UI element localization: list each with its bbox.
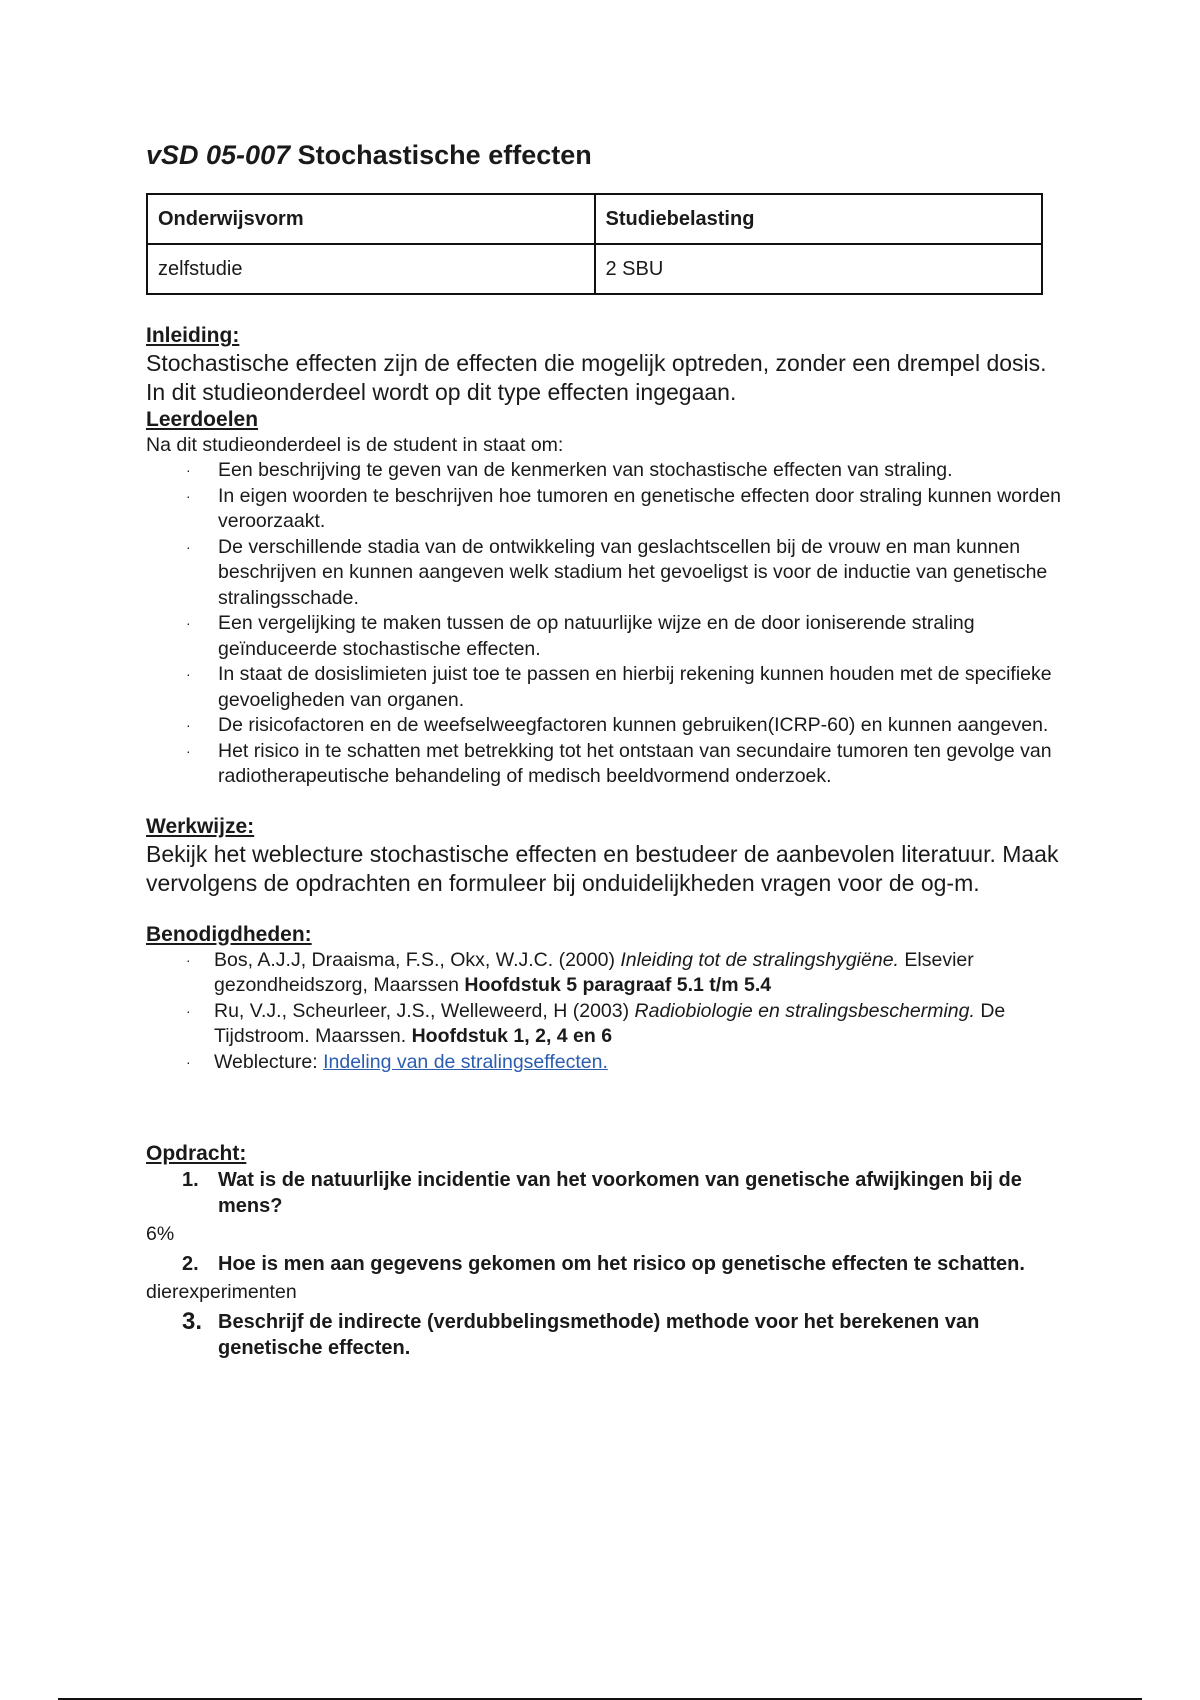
bullet-icon: · <box>186 951 191 968</box>
werkwijze-text: Bekijk het weblecture stochastische effecten en bestudeer de aanbevolen literatuur. Maak vervolgens de opdrachten en formuleer bij onduidelijkheden vragen voor de og-m. <box>146 840 1059 896</box>
bullet-icon: · <box>186 487 191 504</box>
list-item: · De verschillende stadia van de ontwikkeling van geslachtscellen bij de vrouw en man kunnen beschrijven en kunnen aangeven welk stadium het gevoeligst is voor de inductie van genetische stralingsschade. <box>186 535 1048 609</box>
leerdoelen-intro: Na dit studieonderdeel is de student in staat om: <box>146 434 564 456</box>
weblecture-link[interactable]: Indeling van de stralingseffecten. <box>323 1050 608 1073</box>
info-table <box>146 193 1043 295</box>
list-item: · In staat de dosislimieten juist toe te passen en hierbij rekening kunnen houden met de specifieke gevoeligheden van organen. <box>186 663 1052 711</box>
list-item: · Het risico in te schatten met betrekking tot het ontstaan van secundaire tumoren ten gevolge van radiotherapeutische behandeling of medisch beeldvormend onderzoek. <box>186 739 1052 787</box>
question-list <box>146 1251 1066 1277</box>
question-item: 1. Wat is de natuurlijke incidentie van het voorkomen van genetische afwijkingen bij de mens? <box>182 1169 1022 1217</box>
references-list <box>146 948 1066 1076</box>
list-item: · In eigen woorden te beschrijven hoe tumoren en genetische effecten door straling kunnen worden veroorzaakt. <box>186 484 1062 532</box>
list-item: · Een beschrijving te geven van de kenmerken van stochastische effecten van straling. <box>186 458 1066 484</box>
question-item: 3. Beschrijf de indirecte (verdubbelingsmethode) methode voor het berekenen van genetische effecten. <box>182 1308 980 1359</box>
answer-text: dierexperimenten <box>146 1281 297 1303</box>
document-page <box>146 140 1066 1361</box>
bullet-icon: · <box>186 615 191 631</box>
bullet-icon: · <box>186 1002 191 1019</box>
leerdoelen-list <box>146 458 1066 790</box>
table-header-studiebelasting: Studiebelasting <box>595 194 1043 244</box>
question-item: 2. Hoe is men aan gegevens gekomen om het risico op genetische effecten te schatten. <box>182 1253 1025 1275</box>
reference-item: · Weblecture: Indeling van de stralingseffecten. <box>186 1050 1066 1076</box>
inleiding-heading: Inleiding: <box>146 324 240 347</box>
answer-text: 6% <box>146 1223 175 1245</box>
bullet-icon: · <box>186 462 191 478</box>
table-cell-onderwijsvorm: zelfstudie <box>147 244 595 294</box>
reference-item: · Bos, A.J.J, Draaisma, F.S., Okx, W.J.C. (2000) Inleiding tot de stralingshygiëne. Elsevier gezondheidszorg, Maarssen Hoofdstuk 5 paragraaf 5.1 t/m 5.4 <box>186 948 974 996</box>
leerdoelen-heading: Leerdoelen <box>146 408 259 431</box>
list-item: · Een vergelijking te maken tussen de op natuurlijke wijze en de door ioniserende straling geïnduceerde stochastische effecten. <box>186 612 975 660</box>
table-header-onderwijsvorm: Onderwijsvorm <box>147 194 595 244</box>
benodigdheden-heading: Benodigdheden: <box>146 922 312 946</box>
page-title <box>146 140 1066 171</box>
bullet-icon: · <box>186 538 191 555</box>
werkwijze-heading: Werkwijze: <box>146 814 255 838</box>
bullet-icon: · <box>186 742 191 759</box>
question-list <box>146 1309 1066 1361</box>
reference-item: · Ru, V.J., Scheurleer, J.S., Welleweerd, H (2003) Radiobiologie en stralingsbescherming. De Tijdstroom. Maarssen. Hoofdstuk 1, 2, 4 en 6 <box>186 999 1006 1047</box>
bullet-icon: · <box>186 666 191 682</box>
bullet-icon: · <box>186 717 191 733</box>
course-name: Stochastische effecten <box>297 140 592 170</box>
inleiding-text: Stochastische effecten zijn de effecten die mogelijk optreden, zonder een drempel dosis. In dit studieonderdeel wordt op dit type effecten ingegaan. <box>146 350 1047 405</box>
list-item: · De risicofactoren en de weefselweegfactoren kunnen gebruiken(ICRP-60) en kunnen aangeven. <box>186 713 1066 739</box>
table-cell-studiebelasting: 2 SBU <box>595 244 1043 294</box>
opdracht-heading: Opdracht: <box>146 1142 247 1165</box>
course-code: vSD 05-007 <box>146 140 291 170</box>
question-list <box>146 1167 1066 1219</box>
bullet-icon: · <box>186 1053 191 1070</box>
